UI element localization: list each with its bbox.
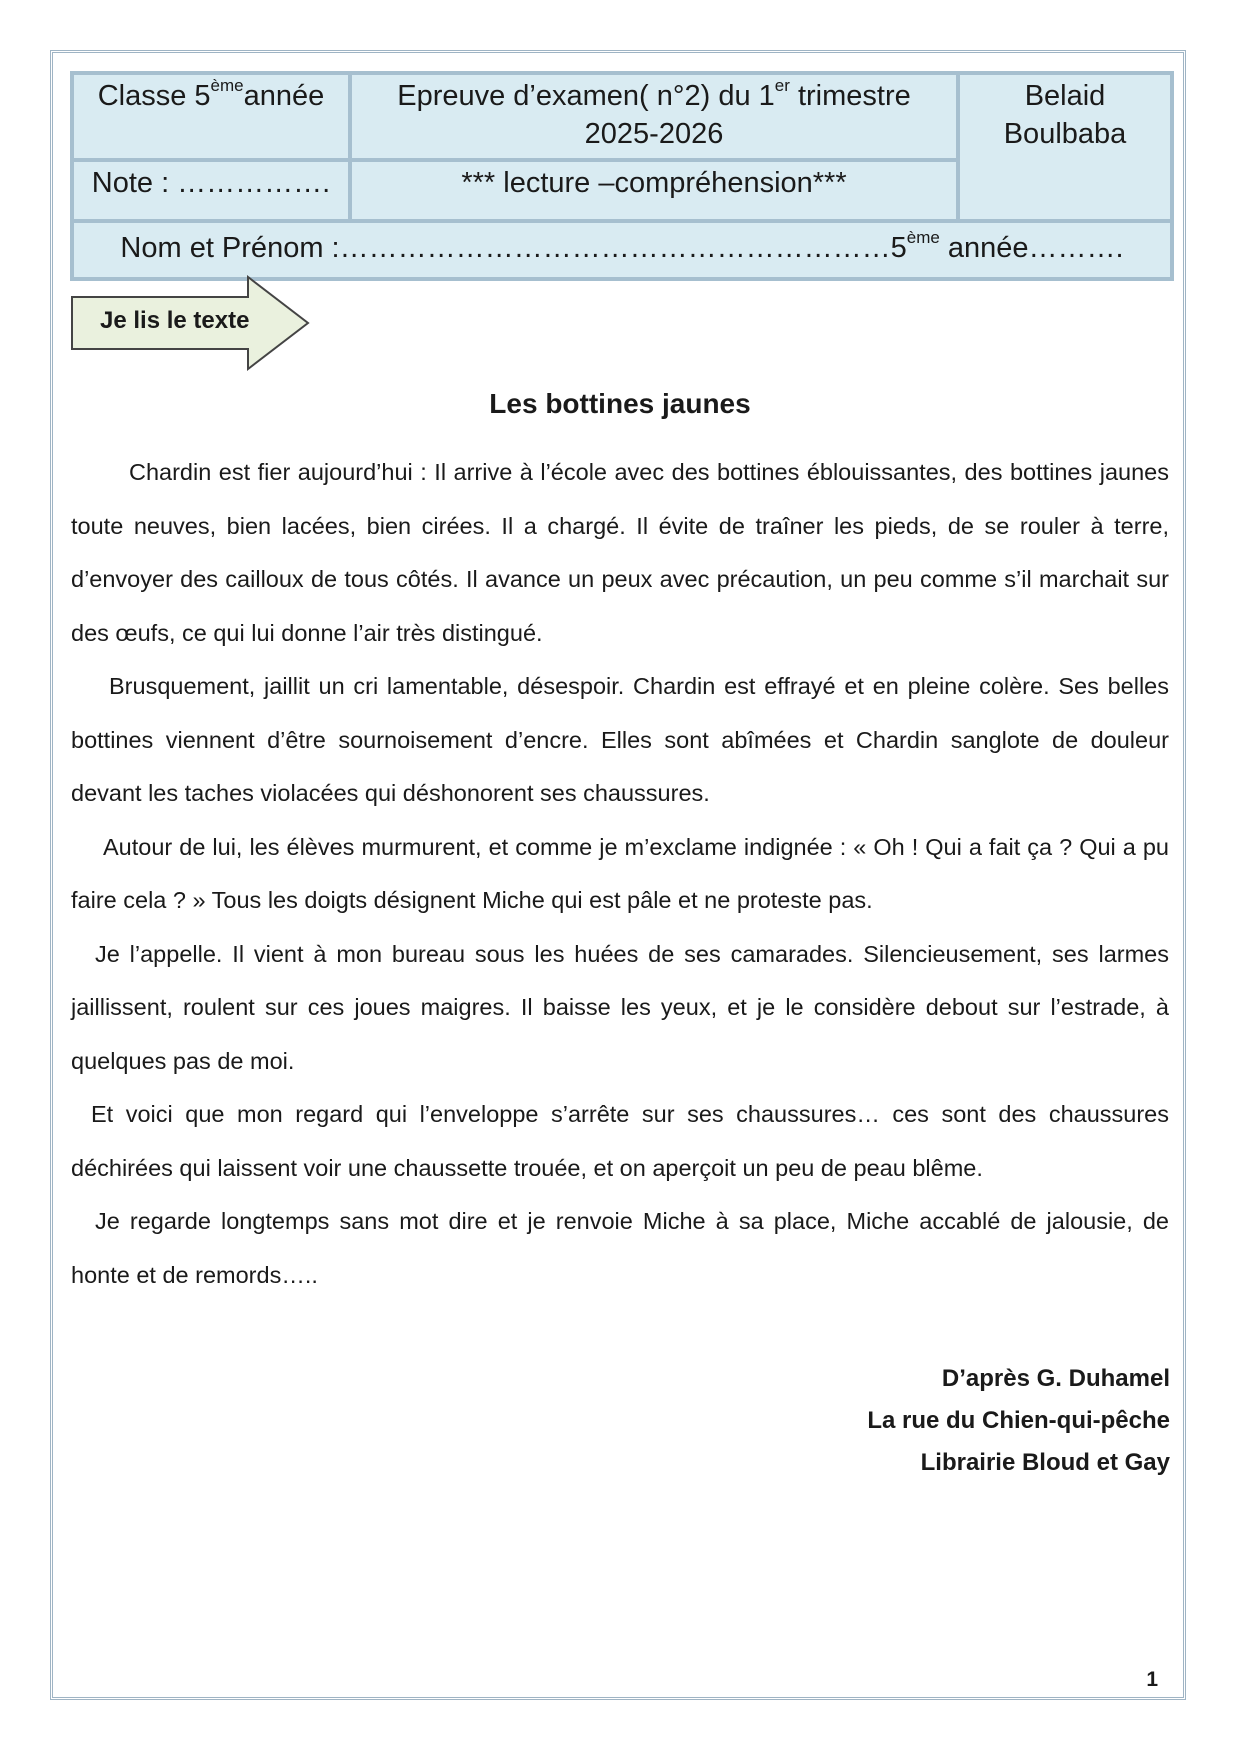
paragraph-1: Chardin est fier aujourd’hui : Il arrive à l’école avec des bottines éblouissantes, des bottines jaunes toute neuves, bien lacées, bien cirées. Il a chargé. Il évite de traîner les pieds, de se rouler à terre, d’envoyer des cailloux de tous côtés. Il avance un peux avec précaution, un peu comme s’il marchait sur des œufs, ce qui lui donne l’air très distingué. [71,459,1169,646]
subject-cell: *** lecture –compréhension*** [350,160,958,220]
teacher-last-name: Boulbaba [1003,118,1127,150]
paragraph-4: Je l’appelle. Il vient à mon bureau sous les huées de ses camarades. Silencieusement, ses larmes jaillissent, roulent sur ces joues maigres. Il baisse les yeux, et je le considère debout sur l’estrade, à quelques pas de moi. [71,940,1169,1074]
exam-year: 2025-2026 [584,118,724,150]
source-author: D’après G. Duhamel [941,1365,1170,1392]
paragraph-6: Je regarde longtemps sans mot dire et je renvoie Miche à sa place, Miche accablé de jalousie, de honte et de remords….. [71,1208,1169,1288]
exam-title-cell [350,73,958,160]
text-title: Les bottines jaunes [489,388,751,419]
paragraph-2: Brusquement, jaillit un cri lamentable, désespoir. Chardin est effrayé et en pleine colère. Ses belles bottines viennent d’être sournoisement d’encre. Elles sont abîmées et Chardin sanglote de douleur devant les taches violacées qui déshonorent ses chaussures. [71,673,1169,806]
exam-header-table [70,71,1174,281]
paragraph-5: Et voici que mon regard qui l’enveloppe s’arrête sur ses chaussures… ces sont des chaussures déchirées qui laissent voir une chaussette trouée, et on aperçoit un peu de peau blême. [71,1101,1169,1181]
page-number: 1 [1146,1668,1158,1691]
note-field[interactable]: Note : ……………. [72,160,350,220]
teacher-cell [958,73,1172,221]
source-publisher: Librairie Bloud et Gay [920,1449,1170,1476]
class-prefix: Classe 5 [97,80,211,112]
reading-section-arrow [70,275,310,371]
exam-title-line1: Epreuve d’examen( n°2) du 1er trimestre [397,76,911,112]
teacher-first-name: Belaid [1024,80,1106,112]
class-suffix: année [243,80,325,112]
reading-text [71,446,1169,1302]
arrow-label: Je lis le texte [100,307,250,334]
class-cell [72,73,350,160]
text-source [867,1358,1170,1484]
source-book: La rue du Chien-qui-pêche [867,1407,1170,1434]
class-sup: ème [210,76,244,96]
paragraph-3: Autour de lui, les élèves murmurent, et comme je m’exclame indignée : « Oh ! Qui a fait ça ? Qui a pu faire cela ? » Tous les doigts désignent Miche qui est pâle et ne proteste pas. [71,833,1169,913]
name-field[interactable]: Nom et Prénom :…………………………………………………5ème année………. [72,221,1172,279]
